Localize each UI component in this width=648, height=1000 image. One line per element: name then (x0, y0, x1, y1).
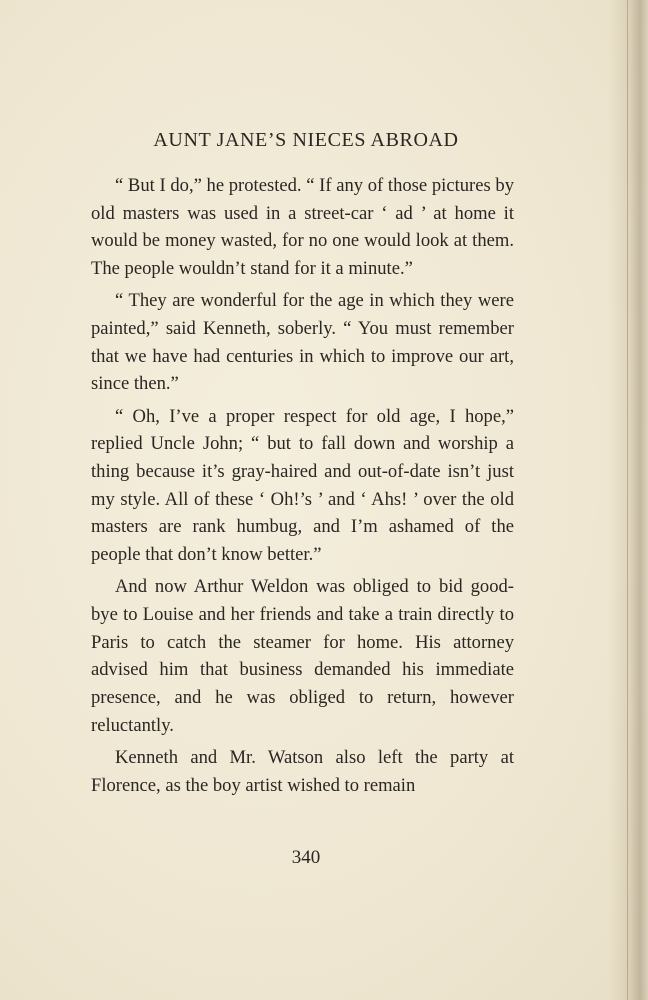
paragraph: “ Oh, I’ve a proper respect for old age, I hope,” replied Uncle John; “ but to fall down and worship a thing because it’s gray-haired and out-of-date isn’t just my style. All of these ‘ Oh!’s ’ and ‘ Ahs! ’ over the old masters are rank humbug, and I’m ashamed of the people that don’t know better.” (91, 405, 514, 566)
running-head: AUNT JANE’S NIECES ABROAD (153, 129, 459, 151)
page-gutter-shadow (608, 0, 648, 1000)
page-edge (627, 0, 628, 1000)
paragraph: “ But I do,” he protested. “ If any of those pictures by old masters was used in a street-car ‘ ad ’ at home it would be money wasted, for no one would look at them. The people wouldn’t stand for it a minute.” (91, 175, 514, 280)
paragraph: “ They are wonderful for the age in which they were painted,” said Kenneth, soberly. “ You must remember that we have had centuries in which to improve our art, since then.” (91, 290, 514, 395)
paragraph: Kenneth and Mr. Watson also left the party at Florence, as the boy artist wished to remain (91, 747, 514, 796)
page-number: 340 (291, 847, 321, 868)
body-text (91, 172, 514, 804)
paragraph: And now Arthur Weldon was obliged to bid good-bye to Louise and her friends and take a train directly to Paris to catch the steamer for home. His attorney advised him that business demanded his immediate presence, and he was obliged to return, however reluctantly. (91, 576, 514, 736)
